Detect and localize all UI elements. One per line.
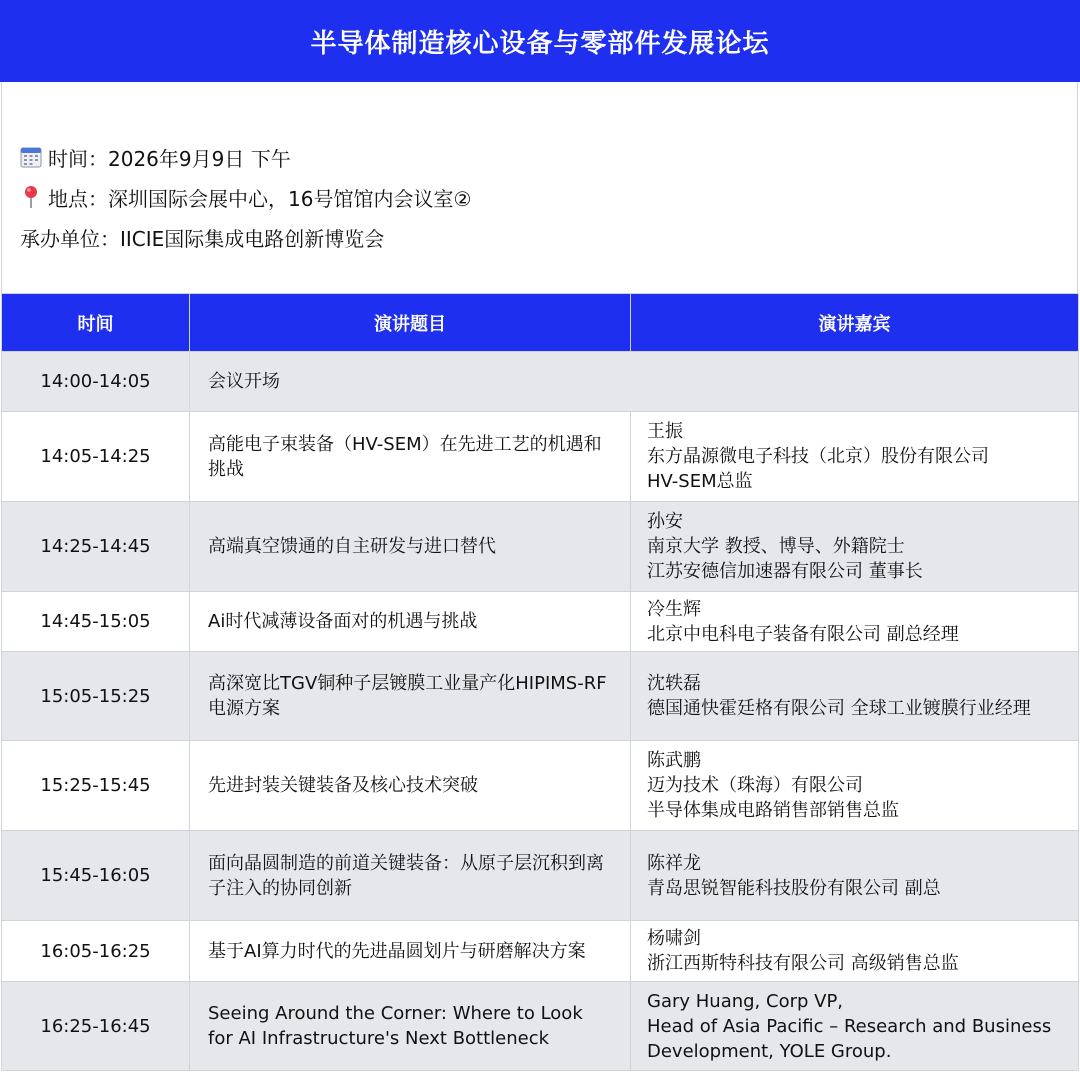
event-organizer-text: 承办单位：IICIE国际集成电路创新博览会 (20, 226, 385, 251)
topic-cell: 高端真空馈通的自主研发与进口替代 (190, 502, 631, 592)
event-info (1, 82, 1078, 294)
time-cell: 16:05-16:25 (2, 921, 190, 982)
table-row (2, 412, 1079, 502)
topic-cell: Seeing Around the Corner: Where to Look for AI Infrastructure's Next Bottleneck (190, 982, 631, 1071)
agenda-table (1, 293, 1079, 1071)
topic-cell: 基于AI算力时代的先进晶圆划片与研磨解决方案 (190, 921, 631, 982)
time-cell: 14:25-14:45 (2, 502, 190, 592)
speaker-cell: 王振 东方晶源微电子科技（北京）股份有限公司 HV-SEM总监 (631, 412, 1079, 502)
event-location (20, 177, 1077, 217)
table-row (2, 352, 1079, 412)
table-row (2, 831, 1079, 921)
table-row (2, 592, 1079, 652)
event-time (20, 137, 1077, 177)
topic-cell: 面向晶圆制造的前道关键装备：从原子层沉积到离子注入的协同创新 (190, 831, 631, 921)
table-header-row (2, 294, 1079, 352)
column-header-topic: 演讲题目 (190, 294, 631, 352)
table-row (2, 741, 1079, 831)
table-row (2, 652, 1079, 741)
speaker-cell: 陈祥龙 青岛思锐智能科技股份有限公司 副总 (631, 831, 1079, 921)
time-cell: 14:05-14:25 (2, 412, 190, 502)
table-row (2, 921, 1079, 982)
topic-cell: 高能电子束装备（HV-SEM）在先进工艺的机遇和挑战 (190, 412, 631, 502)
speaker-cell: 孙安 南京大学 教授、博导、外籍院士 江苏安德信加速器有限公司 董事长 (631, 502, 1079, 592)
time-cell: 14:00-14:05 (2, 352, 190, 412)
time-cell: 15:45-16:05 (2, 831, 190, 921)
table-row (2, 502, 1079, 592)
table-row (2, 982, 1079, 1071)
event-organizer (20, 217, 1077, 257)
time-cell: 14:45-15:05 (2, 592, 190, 652)
speaker-cell: Gary Huang, Corp VP, Head of Asia Pacific – Research and Business Development, YOLE Group. (631, 982, 1079, 1071)
time-cell: 15:05-15:25 (2, 652, 190, 741)
speaker-cell: 冷生辉 北京中电科电子装备有限公司 副总经理 (631, 592, 1079, 652)
pushpin-icon (20, 185, 48, 209)
time-cell: 15:25-15:45 (2, 741, 190, 831)
speaker-cell: 杨啸剑 浙江西斯特科技有限公司 高级销售总监 (631, 921, 1079, 982)
speaker-cell: 陈武鹏 迈为技术（珠海）有限公司 半导体集成电路销售部销售总监 (631, 741, 1079, 831)
topic-cell: 会议开场 (190, 352, 1079, 412)
column-header-speaker: 演讲嘉宾 (631, 294, 1079, 352)
column-header-time: 时间 (2, 294, 190, 352)
event-location-text: 地点：深圳国际会展中心，16号馆馆内会议室② (48, 186, 472, 211)
time-cell: 16:25-16:45 (2, 982, 190, 1071)
topic-cell: 高深宽比TGV铜种子层镀膜工业量产化HIPIMS-RF电源方案 (190, 652, 631, 741)
topic-cell: Ai时代减薄设备面对的机遇与挑战 (190, 592, 631, 652)
page-title: 半导体制造核心设备与零部件发展论坛 (0, 0, 1080, 82)
topic-cell: 先进封装关键装备及核心技术突破 (190, 741, 631, 831)
calendar-icon (20, 146, 48, 168)
speaker-cell: 沈轶磊 德国通快霍廷格有限公司 全球工业镀膜行业经理 (631, 652, 1079, 741)
event-time-text: 时间：2026年9月9日 下午 (48, 146, 291, 171)
